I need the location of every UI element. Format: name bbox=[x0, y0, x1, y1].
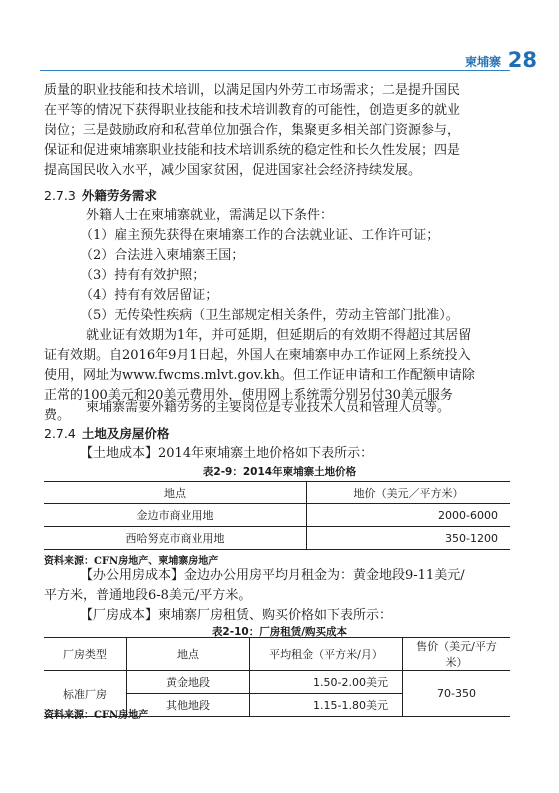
paragraph-line: 就业证有效期为1年，并可延期，但延期后的有效期不得超过其居留 bbox=[86, 328, 472, 343]
factory-cost-table bbox=[44, 637, 510, 717]
paragraph-line: 平方米，普通地段6-8美元/平方米。 bbox=[44, 588, 252, 603]
paragraph-line: 费。 bbox=[44, 408, 71, 423]
table-caption: 表2-10：厂房租赁/购买成本 bbox=[211, 626, 348, 638]
paragraph-line: 提高国民收入水平，减少国家贫困，促进国家社会经济持续发展。 bbox=[44, 163, 422, 178]
paragraph-line: 【办公用房成本】金边办公用房平均月租金为：黄金地段9-11美元/ bbox=[80, 568, 465, 583]
table-cell: 350-1200 bbox=[307, 527, 511, 550]
column-header: 售价（美元/平方米） bbox=[403, 638, 511, 671]
column-header: 地点 bbox=[44, 482, 307, 504]
intro-paragraph bbox=[44, 81, 514, 181]
paragraph-line: 质量的职业技能和技术培训，以满足国内外劳工市场需求；二是提升国民 bbox=[44, 83, 461, 98]
table-row bbox=[44, 504, 510, 527]
section-number: 2.7.3 bbox=[44, 188, 76, 203]
section-number: 2.7.4 bbox=[44, 426, 76, 441]
column-header: 厂房类型 bbox=[44, 638, 127, 671]
table-row bbox=[44, 671, 510, 694]
table-source: 资料来源：CFN房地产 bbox=[44, 710, 149, 721]
table-header-row bbox=[44, 638, 510, 671]
header-rule bbox=[40, 70, 510, 71]
table-source: 资料来源：CFN房地产、柬埔寨房地产 bbox=[44, 556, 219, 567]
paragraph-line: 保证和促进柬埔寨职业技能和技术培训系统的稳定性和长久性发展；四是 bbox=[44, 143, 461, 158]
column-header: 平均租金（平方米/月） bbox=[250, 638, 403, 671]
page-header bbox=[0, 50, 559, 80]
paragraph-line: 岗位；三是鼓励政府和私营单位加强合作，集聚更多相关部门资源参与， bbox=[44, 123, 461, 138]
page-number: 28 bbox=[507, 48, 537, 72]
section-heading-274 bbox=[44, 424, 169, 442]
list-item: （1）雇主预先获得在柬埔寨工作的合法就业证、工作许可证； bbox=[80, 228, 440, 243]
table-cell: 金边市商业用地 bbox=[44, 504, 307, 527]
list-item: （3）持有有效护照； bbox=[80, 268, 206, 283]
table-cell: 标准厂房 bbox=[44, 671, 127, 717]
table-cell: 其他地段 bbox=[127, 694, 250, 717]
column-header: 地价（美元／平方米） bbox=[307, 482, 511, 504]
table-header-row bbox=[44, 482, 510, 504]
paragraph-line: 在平等的情况下获得职业技能和技术培训教育的可能性，创造更多的就业 bbox=[44, 103, 461, 118]
paragraph-line: 使用，网址为www.fwcms.mlvt.gov.kh。但工作证申请和工作配额申请除 bbox=[44, 368, 475, 383]
section-title: 土地及房屋价格 bbox=[81, 426, 170, 441]
column-header: 地点 bbox=[127, 638, 250, 671]
table-cell: 黄金地段 bbox=[127, 671, 250, 694]
list-item: （4）持有有效居留证； bbox=[80, 288, 219, 303]
table-caption: 表2-9：2014年柬埔寨土地价格 bbox=[202, 466, 357, 478]
paragraph-line: 【土地成本】2014年柬埔寨土地价格如下表所示： bbox=[80, 446, 374, 461]
section-heading-273 bbox=[44, 186, 157, 204]
section-title: 外籍劳务需求 bbox=[81, 188, 157, 203]
table-cell: 70-350 bbox=[403, 671, 511, 717]
table-cell: 1.15-1.80美元 bbox=[250, 694, 403, 717]
paragraph-line: 正常的100美元和20美元费用外，使用网上系统需分别另付30美元服务 bbox=[44, 388, 453, 403]
paragraph-line: 柬埔寨需要外籍劳务的主要岗位是专业技术人员和管理人员等。 bbox=[86, 400, 451, 415]
paragraph-line: 证有效期。自2016年9月1日起，外国人在柬埔寨申办工作证网上系统投入 bbox=[44, 348, 471, 363]
list-item: （2）合法进入柬埔寨王国； bbox=[80, 248, 245, 263]
header-country: 柬埔寨 bbox=[464, 55, 501, 69]
paragraph-line: 外籍人士在柬埔寨就业，需满足以下条件： bbox=[86, 208, 334, 223]
land-price-table bbox=[44, 481, 510, 550]
table-cell: 1.50-2.00美元 bbox=[250, 671, 403, 694]
list-item: （5）无传染性疾病（卫生部规定相关条件，劳动主管部门批准）。 bbox=[80, 308, 459, 323]
table-row bbox=[44, 527, 510, 550]
paragraph-line: 【厂房成本】柬埔寨厂房租赁、购买价格如下表所示： bbox=[80, 608, 393, 623]
table-cell: 2000-6000 bbox=[307, 504, 511, 527]
table-cell: 西哈努克市商业用地 bbox=[44, 527, 307, 550]
